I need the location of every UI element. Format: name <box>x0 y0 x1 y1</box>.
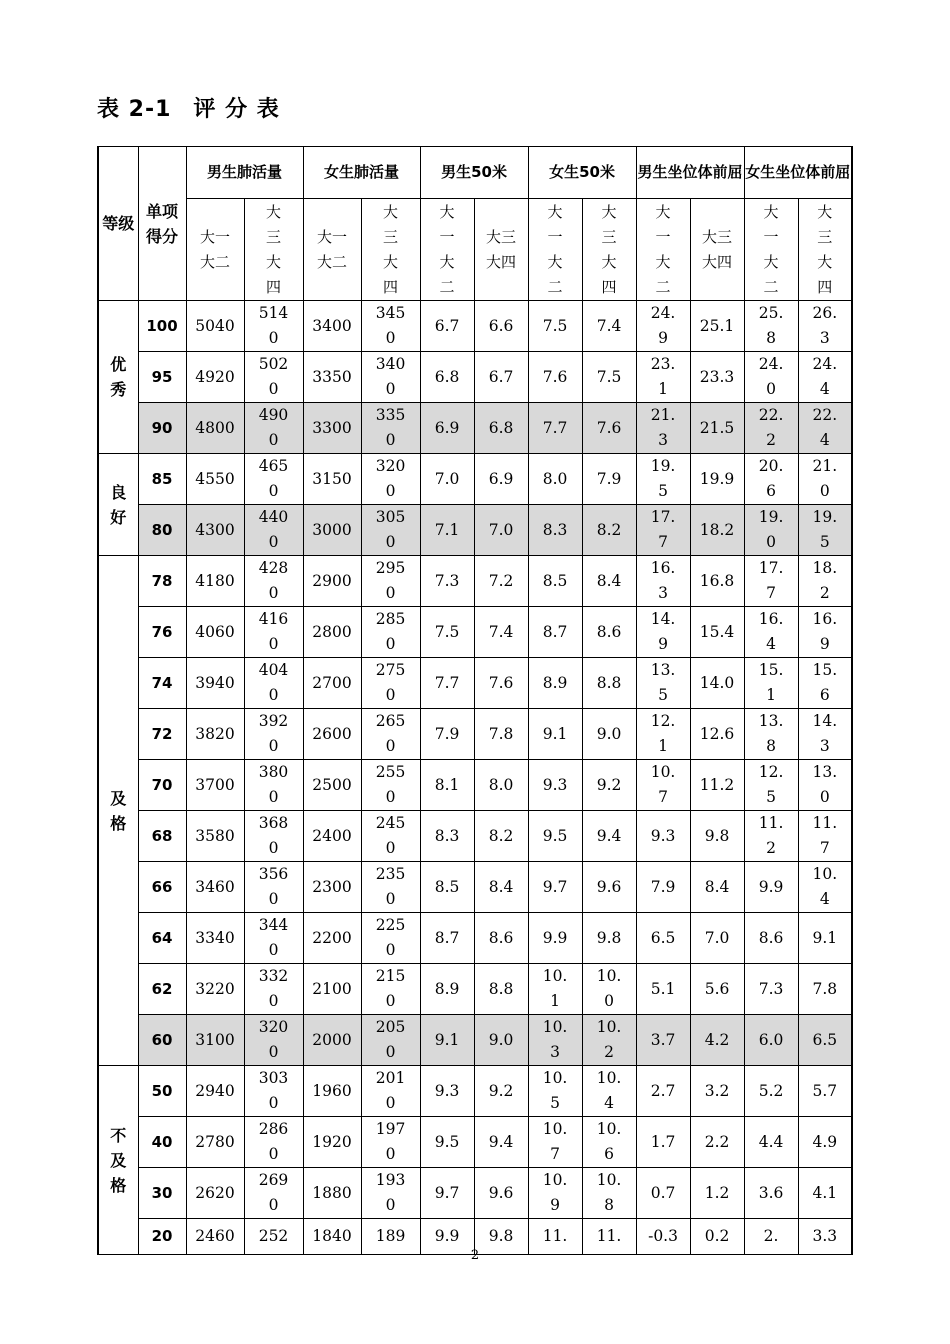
subheader-year1-2: 大一大二 <box>636 199 690 301</box>
value-cell: 8.6 <box>582 607 636 658</box>
table-row <box>98 301 852 352</box>
value-cell: 8.3 <box>528 505 582 556</box>
value-cell: 2690 <box>244 1168 303 1219</box>
value-cell: 10.2 <box>582 1015 636 1066</box>
value-cell: 2300 <box>303 862 361 913</box>
value-cell: 5.2 <box>744 1066 798 1117</box>
value-cell: 2650 <box>361 709 420 760</box>
value-cell: 25.8 <box>744 301 798 352</box>
header-score: 单项得分 <box>138 147 186 301</box>
table-row <box>98 1066 852 1117</box>
value-cell: 7.5 <box>420 607 474 658</box>
value-cell: 2550 <box>361 760 420 811</box>
level-fail: 不及格 <box>98 1066 138 1255</box>
value-cell: 2940 <box>186 1066 244 1117</box>
value-cell: 23.3 <box>690 352 744 403</box>
value-cell: 2780 <box>186 1117 244 1168</box>
value-cell: 10.9 <box>528 1168 582 1219</box>
value-cell: 3450 <box>361 301 420 352</box>
subheader-year3-4: 大三大四 <box>244 199 303 301</box>
value-cell: 14.0 <box>690 658 744 709</box>
value-cell: 9.4 <box>582 811 636 862</box>
value-cell: 21.0 <box>798 454 852 505</box>
value-cell: 7.7 <box>420 658 474 709</box>
score-cell: 60 <box>138 1015 186 1066</box>
value-cell: 19.5 <box>798 505 852 556</box>
value-cell: 13.0 <box>798 760 852 811</box>
value-cell: 3460 <box>186 862 244 913</box>
value-cell: 11. <box>582 1219 636 1255</box>
score-cell: 68 <box>138 811 186 862</box>
value-cell: 9.7 <box>420 1168 474 1219</box>
value-cell: 2900 <box>303 556 361 607</box>
value-cell: 8.5 <box>528 556 582 607</box>
table-row <box>98 505 852 556</box>
value-cell: 2350 <box>361 862 420 913</box>
table-row <box>98 1168 852 1219</box>
value-cell: 11.2 <box>690 760 744 811</box>
value-cell: 2400 <box>303 811 361 862</box>
table-row <box>98 607 852 658</box>
value-cell: 8.0 <box>528 454 582 505</box>
value-cell: 9.9 <box>420 1219 474 1255</box>
value-cell: 2100 <box>303 964 361 1015</box>
page-number: 2 <box>470 1248 480 1263</box>
value-cell: 1.2 <box>690 1168 744 1219</box>
value-cell: 252 <box>244 1219 303 1255</box>
value-cell: 3100 <box>186 1015 244 1066</box>
value-cell: 18.2 <box>798 556 852 607</box>
value-cell: 4900 <box>244 403 303 454</box>
value-cell: 4800 <box>186 403 244 454</box>
value-cell: 9.3 <box>420 1066 474 1117</box>
value-cell: 17.7 <box>636 505 690 556</box>
value-cell: 6.8 <box>474 403 528 454</box>
value-cell: 9.6 <box>474 1168 528 1219</box>
table-row <box>98 964 852 1015</box>
value-cell: 8.9 <box>528 658 582 709</box>
value-cell: 7.6 <box>474 658 528 709</box>
header-female-lung: 女生肺活量 <box>303 147 420 199</box>
value-cell: 2460 <box>186 1219 244 1255</box>
value-cell: 6.9 <box>420 403 474 454</box>
score-cell: 62 <box>138 964 186 1015</box>
value-cell: 8.3 <box>420 811 474 862</box>
score-cell: 30 <box>138 1168 186 1219</box>
value-cell: 25.1 <box>690 301 744 352</box>
value-cell: 7.7 <box>528 403 582 454</box>
table-row <box>98 1015 852 1066</box>
value-cell: 4280 <box>244 556 303 607</box>
value-cell: 2850 <box>361 607 420 658</box>
score-cell: 64 <box>138 913 186 964</box>
header-female-50m: 女生50米 <box>528 147 636 199</box>
value-cell: 2000 <box>303 1015 361 1066</box>
value-cell: 16.8 <box>690 556 744 607</box>
table-caption <box>97 92 280 123</box>
value-cell: 2750 <box>361 658 420 709</box>
table-row <box>98 352 852 403</box>
value-cell: 24.0 <box>744 352 798 403</box>
value-cell: 6.7 <box>474 352 528 403</box>
value-cell: 3800 <box>244 760 303 811</box>
value-cell: 9.0 <box>474 1015 528 1066</box>
value-cell: 6.9 <box>474 454 528 505</box>
table-row <box>98 403 852 454</box>
subheader-year3-4: 大三大四 <box>582 199 636 301</box>
value-cell: 1930 <box>361 1168 420 1219</box>
value-cell: 3350 <box>303 352 361 403</box>
value-cell: 3580 <box>186 811 244 862</box>
score-cell: 95 <box>138 352 186 403</box>
value-cell: 7.8 <box>798 964 852 1015</box>
value-cell: 0.7 <box>636 1168 690 1219</box>
value-cell: 2150 <box>361 964 420 1015</box>
value-cell: 7.5 <box>582 352 636 403</box>
value-cell: 5040 <box>186 301 244 352</box>
value-cell: 14.9 <box>636 607 690 658</box>
score-cell: 72 <box>138 709 186 760</box>
subheader-year1-2: 大一大二 <box>744 199 798 301</box>
value-cell: 2200 <box>303 913 361 964</box>
level-excellent: 优秀 <box>98 301 138 454</box>
value-cell: 9.7 <box>528 862 582 913</box>
value-cell: 7.1 <box>420 505 474 556</box>
value-cell: 6.5 <box>798 1015 852 1066</box>
value-cell: 8.8 <box>474 964 528 1015</box>
value-cell: 9.4 <box>474 1117 528 1168</box>
value-cell: 1960 <box>303 1066 361 1117</box>
value-cell: 7.4 <box>474 607 528 658</box>
value-cell: 9.9 <box>744 862 798 913</box>
score-cell: 80 <box>138 505 186 556</box>
value-cell: 9.1 <box>420 1015 474 1066</box>
value-cell: 4650 <box>244 454 303 505</box>
value-cell: 22.4 <box>798 403 852 454</box>
table-row <box>98 556 852 607</box>
value-cell: 3400 <box>361 352 420 403</box>
value-cell: 6.8 <box>420 352 474 403</box>
value-cell: 1880 <box>303 1168 361 1219</box>
value-cell: 9.2 <box>582 760 636 811</box>
value-cell: 2620 <box>186 1168 244 1219</box>
header-male-lung: 男生肺活量 <box>186 147 303 199</box>
value-cell: 6.7 <box>420 301 474 352</box>
value-cell: 8.7 <box>528 607 582 658</box>
value-cell: 5.1 <box>636 964 690 1015</box>
value-cell: 9.1 <box>798 913 852 964</box>
value-cell: 7.6 <box>528 352 582 403</box>
value-cell: 3000 <box>303 505 361 556</box>
value-cell: 8.2 <box>582 505 636 556</box>
subheader-year3-4: 大三大四 <box>690 199 744 301</box>
value-cell: 3920 <box>244 709 303 760</box>
value-cell: 9.8 <box>582 913 636 964</box>
value-cell: 18.2 <box>690 505 744 556</box>
value-cell: 3200 <box>361 454 420 505</box>
header-female-sit-reach: 女生坐位体前屈 <box>744 147 852 199</box>
value-cell: 3220 <box>186 964 244 1015</box>
value-cell: 22.2 <box>744 403 798 454</box>
value-cell: 7.5 <box>528 301 582 352</box>
value-cell: 8.8 <box>582 658 636 709</box>
value-cell: 2. <box>744 1219 798 1255</box>
value-cell: 9.0 <box>582 709 636 760</box>
header-level: 等级 <box>98 147 138 301</box>
value-cell: 8.2 <box>474 811 528 862</box>
table-row <box>98 454 852 505</box>
value-cell: 9.8 <box>690 811 744 862</box>
value-cell: 11. <box>528 1219 582 1255</box>
value-cell: 12.6 <box>690 709 744 760</box>
score-cell: 74 <box>138 658 186 709</box>
value-cell: 3.3 <box>798 1219 852 1255</box>
value-cell: 1970 <box>361 1117 420 1168</box>
value-cell: 4160 <box>244 607 303 658</box>
value-cell: 16.9 <box>798 607 852 658</box>
value-cell: 10.7 <box>636 760 690 811</box>
value-cell: 2600 <box>303 709 361 760</box>
value-cell: 5140 <box>244 301 303 352</box>
value-cell: 3680 <box>244 811 303 862</box>
table-row <box>98 658 852 709</box>
value-cell: 3700 <box>186 760 244 811</box>
value-cell: 9.2 <box>474 1066 528 1117</box>
value-cell: 4180 <box>186 556 244 607</box>
value-cell: 19.9 <box>690 454 744 505</box>
value-cell: -0.3 <box>636 1219 690 1255</box>
value-cell: 8.7 <box>420 913 474 964</box>
value-cell: 8.4 <box>582 556 636 607</box>
value-cell: 10.1 <box>528 964 582 1015</box>
value-cell: 3300 <box>303 403 361 454</box>
value-cell: 5.6 <box>690 964 744 1015</box>
scoring-table <box>97 146 853 1255</box>
value-cell: 3150 <box>303 454 361 505</box>
level-good: 良好 <box>98 454 138 556</box>
value-cell: 24.9 <box>636 301 690 352</box>
value-cell: 5.7 <box>798 1066 852 1117</box>
value-cell: 13.8 <box>744 709 798 760</box>
value-cell: 9.9 <box>528 913 582 964</box>
value-cell: 9.1 <box>528 709 582 760</box>
value-cell: 10.0 <box>582 964 636 1015</box>
table-row <box>98 709 852 760</box>
value-cell: 3820 <box>186 709 244 760</box>
subheader-year3-4: 大三大四 <box>361 199 420 301</box>
value-cell: 7.9 <box>420 709 474 760</box>
value-cell: 6.0 <box>744 1015 798 1066</box>
value-cell: 19.5 <box>636 454 690 505</box>
value-cell: 8.1 <box>420 760 474 811</box>
value-cell: 3940 <box>186 658 244 709</box>
value-cell: 3030 <box>244 1066 303 1117</box>
value-cell: 5020 <box>244 352 303 403</box>
value-cell: 7.9 <box>636 862 690 913</box>
score-cell: 70 <box>138 760 186 811</box>
value-cell: 20.6 <box>744 454 798 505</box>
table-row <box>98 913 852 964</box>
value-cell: 3.6 <box>744 1168 798 1219</box>
value-cell: 0.2 <box>690 1219 744 1255</box>
table-row <box>98 1117 852 1168</box>
value-cell: 23.1 <box>636 352 690 403</box>
value-cell: 2250 <box>361 913 420 964</box>
score-cell: 50 <box>138 1066 186 1117</box>
value-cell: 4.2 <box>690 1015 744 1066</box>
value-cell: 4.4 <box>744 1117 798 1168</box>
value-cell: 16.3 <box>636 556 690 607</box>
value-cell: 3560 <box>244 862 303 913</box>
value-cell: 10.6 <box>582 1117 636 1168</box>
value-cell: 8.6 <box>744 913 798 964</box>
value-cell: 8.4 <box>474 862 528 913</box>
value-cell: 15.1 <box>744 658 798 709</box>
value-cell: 21.5 <box>690 403 744 454</box>
value-cell: 2.2 <box>690 1117 744 1168</box>
value-cell: 14.3 <box>798 709 852 760</box>
value-cell: 3400 <box>303 301 361 352</box>
value-cell: 4400 <box>244 505 303 556</box>
value-cell: 10.4 <box>582 1066 636 1117</box>
score-cell: 90 <box>138 403 186 454</box>
value-cell: 4.1 <box>798 1168 852 1219</box>
value-cell: 3440 <box>244 913 303 964</box>
value-cell: 3320 <box>244 964 303 1015</box>
value-cell: 8.5 <box>420 862 474 913</box>
value-cell: 9.8 <box>474 1219 528 1255</box>
value-cell: 9.3 <box>636 811 690 862</box>
value-cell: 4300 <box>186 505 244 556</box>
value-cell: 1920 <box>303 1117 361 1168</box>
value-cell: 2950 <box>361 556 420 607</box>
value-cell: 2.7 <box>636 1066 690 1117</box>
value-cell: 3340 <box>186 913 244 964</box>
value-cell: 1840 <box>303 1219 361 1255</box>
score-cell: 40 <box>138 1117 186 1168</box>
value-cell: 7.0 <box>474 505 528 556</box>
value-cell: 3050 <box>361 505 420 556</box>
table-number: 表 2-1 <box>97 97 172 122</box>
value-cell: 189 <box>361 1219 420 1255</box>
value-cell: 10.5 <box>528 1066 582 1117</box>
value-cell: 7.8 <box>474 709 528 760</box>
value-cell: 11.2 <box>744 811 798 862</box>
value-cell: 8.4 <box>690 862 744 913</box>
value-cell: 9.3 <box>528 760 582 811</box>
value-cell: 9.6 <box>582 862 636 913</box>
subheader-year3-4: 大三大四 <box>474 199 528 301</box>
value-cell: 8.0 <box>474 760 528 811</box>
value-cell: 7.4 <box>582 301 636 352</box>
value-cell: 2010 <box>361 1066 420 1117</box>
value-cell: 3200 <box>244 1015 303 1066</box>
score-cell: 100 <box>138 301 186 352</box>
value-cell: 17.7 <box>744 556 798 607</box>
value-cell: 2860 <box>244 1117 303 1168</box>
value-cell: 7.0 <box>420 454 474 505</box>
value-cell: 2500 <box>303 760 361 811</box>
value-cell: 12.1 <box>636 709 690 760</box>
value-cell: 7.0 <box>690 913 744 964</box>
table-row <box>98 862 852 913</box>
table-row <box>98 811 852 862</box>
score-cell: 78 <box>138 556 186 607</box>
table-row <box>98 760 852 811</box>
value-cell: 6.5 <box>636 913 690 964</box>
value-cell: 16.4 <box>744 607 798 658</box>
value-cell: 13.5 <box>636 658 690 709</box>
value-cell: 24.4 <box>798 352 852 403</box>
value-cell: 3.7 <box>636 1015 690 1066</box>
value-cell: 4920 <box>186 352 244 403</box>
subheader-year1-2: 大一大二 <box>303 199 361 301</box>
value-cell: 8.6 <box>474 913 528 964</box>
value-cell: 1.7 <box>636 1117 690 1168</box>
value-cell: 10.7 <box>528 1117 582 1168</box>
value-cell: 7.2 <box>474 556 528 607</box>
value-cell: 9.5 <box>420 1117 474 1168</box>
header-male-50m: 男生50米 <box>420 147 528 199</box>
value-cell: 7.9 <box>582 454 636 505</box>
value-cell: 21.3 <box>636 403 690 454</box>
value-cell: 11.7 <box>798 811 852 862</box>
value-cell: 2800 <box>303 607 361 658</box>
value-cell: 4040 <box>244 658 303 709</box>
value-cell: 4550 <box>186 454 244 505</box>
subheader-year1-2: 大一大二 <box>528 199 582 301</box>
table-title: 评 分 表 <box>193 97 280 122</box>
value-cell: 8.9 <box>420 964 474 1015</box>
value-cell: 3350 <box>361 403 420 454</box>
value-cell: 6.6 <box>474 301 528 352</box>
value-cell: 2050 <box>361 1015 420 1066</box>
level-pass: 及格 <box>98 556 138 1066</box>
subheader-year1-2: 大一大二 <box>420 199 474 301</box>
value-cell: 15.6 <box>798 658 852 709</box>
value-cell: 7.3 <box>744 964 798 1015</box>
score-cell: 76 <box>138 607 186 658</box>
value-cell: 7.6 <box>582 403 636 454</box>
value-cell: 2450 <box>361 811 420 862</box>
value-cell: 7.3 <box>420 556 474 607</box>
value-cell: 12.5 <box>744 760 798 811</box>
score-cell: 20 <box>138 1219 186 1255</box>
value-cell: 10.8 <box>582 1168 636 1219</box>
value-cell: 3.2 <box>690 1066 744 1117</box>
value-cell: 10.4 <box>798 862 852 913</box>
subheader-year3-4: 大三大四 <box>798 199 852 301</box>
value-cell: 19.0 <box>744 505 798 556</box>
subheader-year1-2: 大一大二 <box>186 199 244 301</box>
value-cell: 4.9 <box>798 1117 852 1168</box>
value-cell: 15.4 <box>690 607 744 658</box>
value-cell: 2700 <box>303 658 361 709</box>
value-cell: 10.3 <box>528 1015 582 1066</box>
header-male-sit-reach: 男生坐位体前屈 <box>636 147 744 199</box>
value-cell: 26.3 <box>798 301 852 352</box>
score-cell: 66 <box>138 862 186 913</box>
score-cell: 85 <box>138 454 186 505</box>
value-cell: 4060 <box>186 607 244 658</box>
value-cell: 9.5 <box>528 811 582 862</box>
